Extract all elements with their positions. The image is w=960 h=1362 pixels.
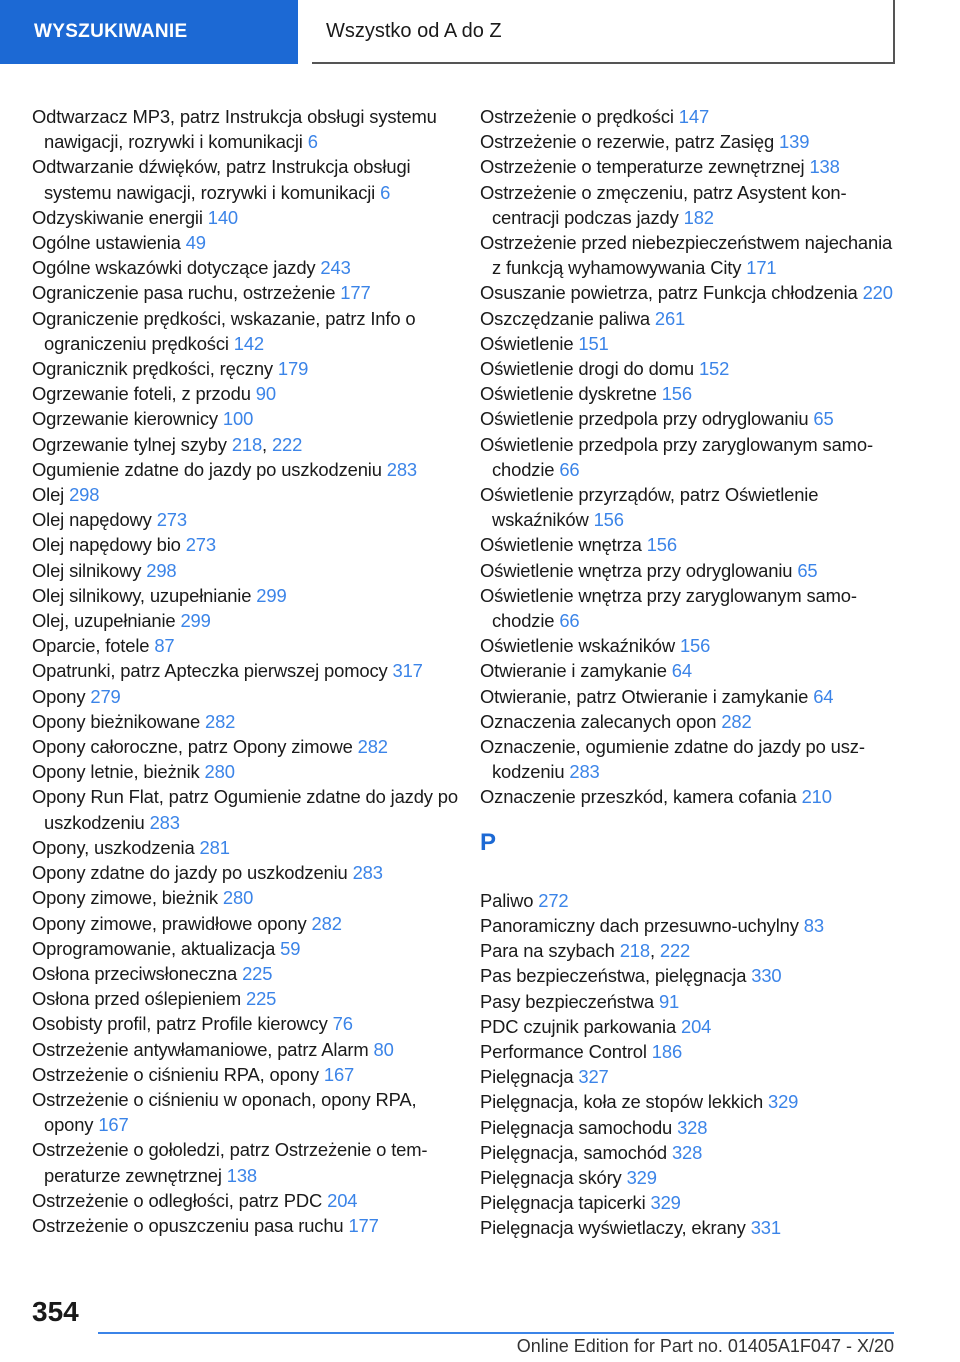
section-letter-heading: P [480,828,497,856]
page-link[interactable]: 279 [90,685,121,707]
index-entry [32,1011,462,1036]
index-entry [32,1087,462,1137]
index-group-p [480,888,900,1241]
index-entry [480,482,900,532]
page-link[interactable]: 282 [721,710,752,732]
index-term: Opony zimowe, prawidłowe opony [32,912,307,934]
page-link[interactable]: 177 [348,1214,379,1236]
page-link[interactable]: 138 [226,1164,257,1186]
index-entry [480,963,900,988]
index-entry [32,784,462,834]
page-link[interactable]: 138 [809,156,840,178]
index-entry [480,1215,900,1240]
index-term: Olej napędowy bio [32,534,181,556]
index-entry [480,154,900,179]
index-entry [480,129,900,154]
page-link[interactable]: 273 [185,534,216,556]
index-term: Oświetlenie dyskretne [480,383,657,405]
index-group-o [480,104,900,810]
index-entry [480,1165,900,1190]
index-term: Opony Run Flat, patrz Ogumienie zdatne do jazdy po uszkodzeniu [32,786,458,833]
page-title: Wszystko od A do Z [312,0,895,64]
index-entry [32,280,462,305]
index-entry [32,406,462,431]
index-term: Ostrzeżenie przed niebezpieczeństwem najechania z funkcją wyhamowywania City [480,232,893,279]
footer-divider [98,1332,894,1334]
index-column-right [480,104,900,1241]
index-term: Otwieranie i zamykanie [480,660,667,682]
page-number: 354 [32,1296,79,1327]
index-entry [480,532,900,557]
page-link[interactable]: 328 [671,1141,703,1163]
index-term: Olej napędowy [32,509,152,531]
index-column-left [32,104,462,1238]
page-link[interactable]: 299 [180,610,211,632]
index-term: Pielęgnacja wyświetlaczy, ekrany [480,1217,746,1239]
index-entry [32,255,462,280]
index-entry [480,280,900,305]
page-link[interactable]: 142 [233,332,265,354]
page-link[interactable]: 151 [578,332,609,354]
index-term: Ogólne ustawienia [32,232,181,254]
page-link[interactable]: 156 [661,383,692,405]
index-term: Pielęgnacja, samochód [480,1141,668,1163]
index-entry [480,406,900,431]
index-term: Pielęgnacja samochodu [480,1116,673,1138]
index-term: Oszczędzanie paliwa [480,307,650,329]
page-link[interactable]: 91 [658,990,680,1012]
index-entry [480,784,900,809]
index-entry [32,986,462,1011]
index-term: Panoramiczny dach przesuwno-uchylny [480,914,799,936]
page-link[interactable]: 329 [650,1192,681,1214]
index-entry [32,961,462,986]
index-entry [32,734,462,759]
index-term: Odtwarzacz MP3, patrz Instrukcja obsługi systemu nawigacji, rozrywki i komunikacji [32,106,437,153]
index-term: Pas bezpieczeństwa, pielęgnacja [480,965,747,987]
index-term: Oświetlenie drogi do domu [480,358,694,380]
page-link[interactable]: 167 [98,1114,129,1136]
index-entry [32,457,462,482]
index-term: Ogrzewanie foteli, z przodu [32,383,251,405]
page-link[interactable]: 83 [803,914,824,936]
page-separator: , [262,433,272,455]
index-term: Oświetlenie przedpola przy odryglowaniu [480,408,809,430]
index-term: Opony [32,685,86,707]
page-link[interactable]: 90 [255,383,276,405]
page-link[interactable]: 328 [677,1116,708,1138]
index-entry [32,532,462,557]
page-link[interactable]: 49 [185,232,206,254]
index-term: Olej silnikowy, uzupełnianie [32,584,252,606]
index-term: Ostrzeżenie o temperaturze zewnętrznej [480,156,805,178]
index-term: Olej [32,484,65,506]
index-term: Pielęgnacja [480,1066,574,1088]
page-link[interactable]: 282 [357,736,388,758]
index-term: Ogranicznik prędkości, ręczny [32,358,273,380]
index-entry [32,936,462,961]
index-entry [480,331,900,356]
index-entry [32,1037,462,1062]
page-link[interactable]: 272 [538,889,569,911]
page-link[interactable]: 66 [559,458,580,480]
index-entry [480,658,900,683]
index-term: Osobisty profil, patrz Profile kierowcy [32,1013,328,1035]
index-term: Ogólne wskazówki dotyczące jazdy [32,257,316,279]
index-entry [480,734,900,784]
section-tab[interactable]: WYSZUKIWANIE [0,0,298,64]
page-link[interactable]: 282 [311,912,342,934]
page-link[interactable]: 329 [768,1091,799,1113]
index-term: Ograniczenie prędkości, wskazanie, patrz Info o ograniczeniu prędkości [32,307,416,354]
index-term: Oświetlenie przyrządów, patrz Oświetlenie wskaźników [480,484,819,531]
page-link[interactable]: 273 [156,509,187,531]
page-link[interactable]: 299 [256,584,287,606]
index-entry [32,608,462,633]
page-link[interactable]: 80 [373,1038,394,1060]
page-link[interactable]: 283 [352,862,383,884]
index-term: Opony, uszkodzenia [32,836,195,858]
index-entry [480,633,900,658]
index-term: Otwieranie, patrz Otwieranie i zamykanie [480,685,809,707]
index-entry [480,913,900,938]
index-term: Ostrzeżenie antywłamaniowe, patrz Alarm [32,1038,369,1060]
page-link[interactable]: 298 [146,559,177,581]
index-term: Osuszanie powietrza, patrz Funkcja chłodzenia [480,282,858,304]
page-link[interactable]: 317 [392,660,423,682]
page-link[interactable]: 222 [271,433,303,455]
index-entry [32,658,462,683]
page-link[interactable]: 225 [246,988,277,1010]
index-term: Opatrunki, patrz Apteczka pierwszej pomocy [32,660,388,682]
index-term: Oświetlenie wnętrza przy zaryglowanym samochodzie [480,584,857,632]
page-link[interactable]: 66 [559,610,580,632]
page-link[interactable]: 64 [671,660,692,682]
index-term: Opony zdatne do jazdy po uszkodzeniu [32,862,348,884]
index-entry [32,684,462,709]
index-entry [32,709,462,734]
page-link[interactable]: 282 [205,710,236,732]
index-entry [32,356,462,381]
index-term: Pasy bezpieczeństwa [480,990,654,1012]
page-link[interactable]: 167 [323,1063,355,1085]
index-term: Ograniczenie pasa ruchu, ostrzeżenie [32,282,336,304]
page-link[interactable]: 330 [751,965,782,987]
page-link[interactable]: 281 [199,836,230,858]
index-entry [480,432,900,482]
index-term: Pielęgnacja skóry [480,1166,622,1188]
page-link[interactable]: 64 [813,685,834,707]
index-entry [480,381,900,406]
page-link[interactable]: 210 [801,786,832,808]
page-link[interactable]: 243 [320,257,351,279]
index-entry [32,558,462,583]
page-link[interactable]: 156 [593,509,624,531]
page-link[interactable]: 280 [222,887,254,909]
page-link[interactable]: 177 [340,282,371,304]
index-entry [32,306,462,356]
page-link[interactable]: 327 [578,1066,609,1088]
index-term: Ostrzeżenie o odległości, patrz PDC [32,1189,323,1211]
index-term: Ostrzeżenie o opuszczeniu pasa ruchu [32,1214,344,1236]
index-term: Ogrzewanie kierownicy [32,408,218,430]
page-link[interactable]: 156 [679,635,711,657]
index-term: PDC czujnik parkowania [480,1015,677,1037]
index-term: Pielęgnacja, koła ze stopów lekkich [480,1091,764,1113]
index-term: Olej, uzupełnianie [32,610,176,632]
index-entry [480,989,900,1014]
page-link[interactable]: 6 [380,181,391,203]
index-term: Oświetlenie wskaźników [480,635,675,657]
page-link[interactable]: 87 [154,635,175,657]
index-entry [480,1140,900,1165]
index-term: Oświetlenie przedpola przy zaryglowanym samochodzie [480,433,874,480]
page-link[interactable]: 140 [207,206,238,228]
page-link[interactable]: 283 [569,761,600,783]
index-entry [480,306,900,331]
page-link[interactable]: 156 [646,534,677,556]
index-entry [480,709,900,734]
index-entry [32,1213,462,1238]
index-term: Odzyskiwanie energii [32,206,203,228]
index-term: Performance Control [480,1040,647,1062]
index-term: Odtwarzanie dźwięków, patrz Instrukcja obsługi systemu nawigacji, rozrywki i komunikacji [32,156,411,203]
page-link[interactable]: 204 [327,1189,358,1211]
index-term: Ostrzeżenie o ciśnieniu w oponach, opony RPA, opony [32,1088,417,1136]
index-term: Ostrzeżenie o ciśnieniu RPA, opony [32,1063,319,1085]
index-entry [480,1089,900,1114]
page-link[interactable]: 283 [149,811,180,833]
page-link[interactable]: 152 [698,358,730,380]
index-entry [480,938,900,963]
index-term: Ogrzewanie tylnej szyby [32,433,227,455]
page-link[interactable]: 218 [619,940,650,962]
page-link[interactable]: 76 [332,1013,353,1035]
index-entry [480,1190,900,1215]
index-term: Ostrzeżenie o prędkości [480,106,674,127]
page-link[interactable]: 179 [277,358,309,380]
page-link[interactable]: 225 [242,962,273,984]
page-link[interactable]: 220 [862,282,893,304]
page-link[interactable]: 147 [678,106,710,127]
index-entry [32,633,462,658]
index-entry [32,381,462,406]
index-entry [480,558,900,583]
index-term: Oświetlenie wnętrza przy odryglowaniu [480,559,793,581]
page-link[interactable]: 298 [69,484,100,506]
index-entry [32,835,462,860]
index-entry [480,1039,900,1064]
index-term: Opony zimowe, bieżnik [32,887,218,909]
index-entry [32,230,462,255]
index-entry [32,154,462,204]
index-term: Opony bieżnikowane [32,710,201,732]
index-term: Osłona przed oślepieniem [32,988,242,1010]
footer-edition: Online Edition for Part no. 01405A1F047 - X/20 [516,1336,894,1356]
index-entry [480,684,900,709]
page-link[interactable]: 100 [222,408,254,430]
index-entry [32,432,462,457]
index-term: Ostrzeżenie o gołoledzi, patrz Ostrzeżenie o temperaturze zewnętrznej [32,1139,428,1186]
index-entry [32,205,462,230]
index-term: Ostrzeżenie o zmęczeniu, patrz Asystent koncentracji podczas jazdy [480,181,847,228]
index-entry [480,180,900,230]
page-link[interactable]: 204 [681,1015,712,1037]
index-term: Oznaczenie przeszkód, kamera cofania [480,786,797,808]
index-entry [32,759,462,784]
index-term: Oświetlenie wnętrza [480,534,642,556]
index-term: Para na szybach [480,940,615,962]
index-term: Oprogramowanie, aktualizacja [32,937,276,959]
page-link[interactable]: 139 [779,131,810,153]
index-entry [32,860,462,885]
index-term: Oznaczenia zalecanych opon [480,710,717,732]
page-link[interactable]: 182 [683,206,714,228]
index-term: Pielęgnacja tapicerki [480,1192,646,1214]
index-entry [32,507,462,532]
page-link[interactable]: 222 [659,940,691,962]
index-entry [32,583,462,608]
page-link[interactable]: 171 [746,257,777,279]
index-entry [480,1115,900,1140]
index-entry [480,583,900,633]
page-link[interactable]: 283 [386,458,417,480]
index-term: Oznaczenie, ogumienie zdatne do jazdy po uszkodzeniu [480,736,865,783]
page-link[interactable]: 218 [231,433,263,455]
page-link[interactable]: 65 [813,408,834,430]
index-term: Oświetlenie [480,332,574,354]
page-link[interactable]: 261 [654,307,686,329]
index-entry [32,911,462,936]
page-link[interactable]: 186 [651,1040,683,1062]
page-link[interactable]: 6 [307,131,318,153]
index-term: Oparcie, fotele [32,635,150,657]
index-term: Ostrzeżenie o rezerwie, patrz Zasięg [480,131,775,153]
index-entry [480,230,900,280]
index-entry [480,1014,900,1039]
index-entry [32,885,462,910]
index-term: Ogumienie zdatne do jazdy po uszkodzeniu [32,458,382,480]
index-term: Osłona przeciwsłoneczna [32,962,238,984]
index-entry [480,888,900,913]
page-separator: , [649,940,660,962]
index-entry [32,482,462,507]
index-entry [480,104,900,129]
page-link[interactable]: 329 [626,1166,657,1188]
index-term: Opony całoroczne, patrz Opony zimowe [32,736,353,758]
index-entry [480,356,900,381]
index-entry [32,1188,462,1213]
index-term: Paliwo [480,889,534,911]
page-link[interactable]: 65 [797,559,818,581]
index-entry [32,1137,462,1187]
page-link[interactable]: 331 [750,1217,781,1239]
page-link[interactable]: 59 [280,937,301,959]
index-term: Olej silnikowy [32,559,142,581]
index-entry [32,104,462,154]
index-entry [32,1062,462,1087]
index-term: Opony letnie, bieżnik [32,761,200,783]
page-link[interactable]: 280 [204,761,235,783]
index-entry [480,1064,900,1089]
